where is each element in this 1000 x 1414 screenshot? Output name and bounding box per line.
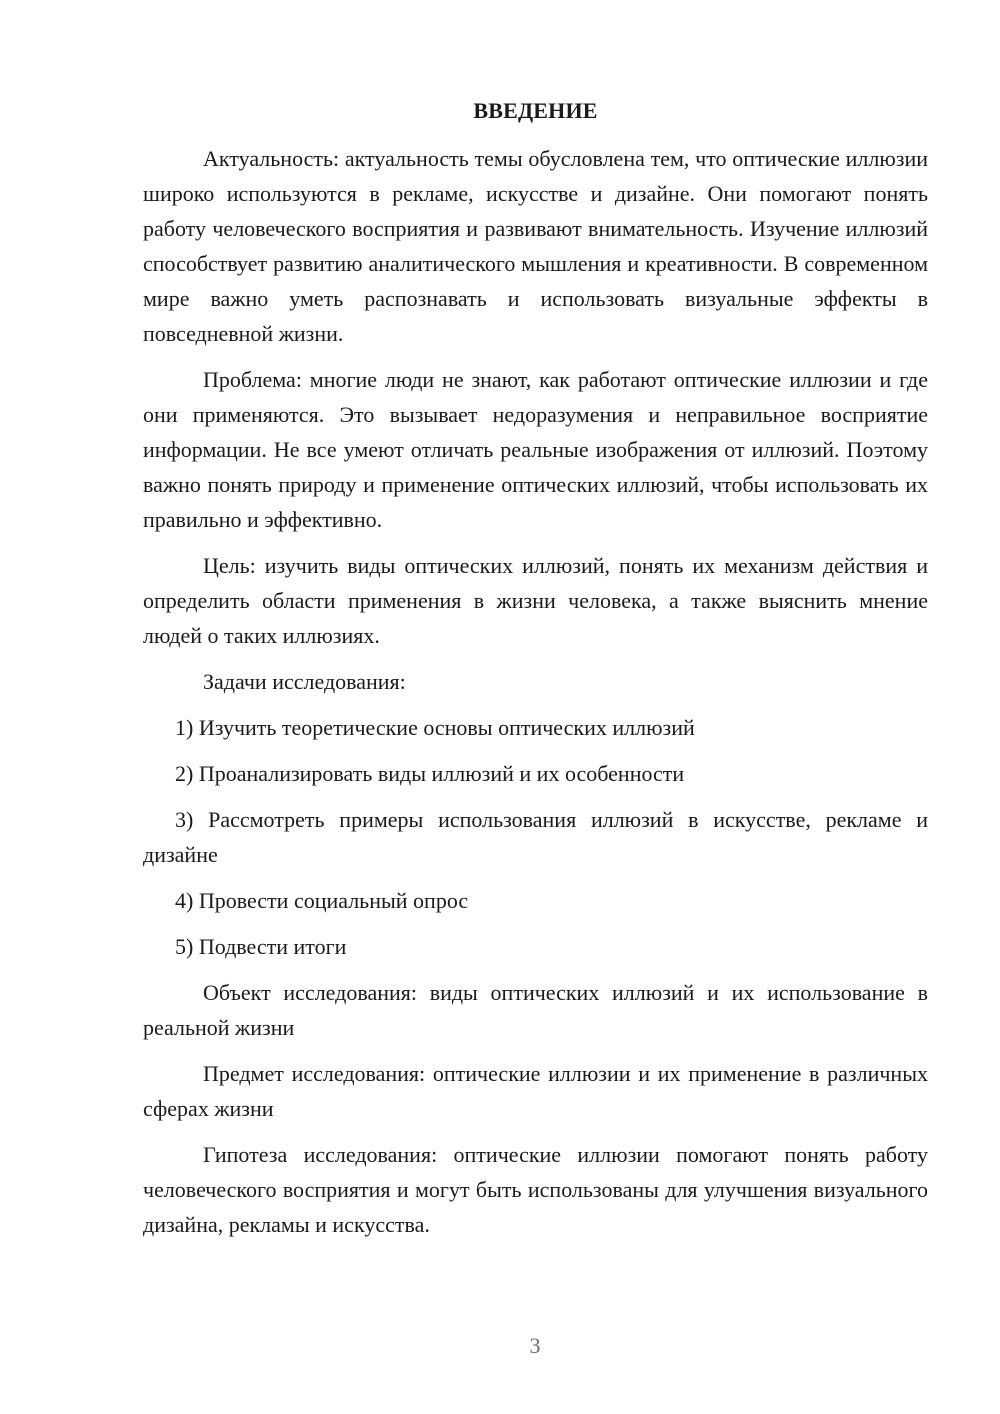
tasks-heading: Задачи исследования:: [203, 669, 406, 694]
task-item-2: 2) Проанализировать виды иллюзий и их особенности: [175, 761, 685, 786]
task-item-3: 3) Рассмотреть примеры использования иллюзий в искусстве, рекламе и дизайне: [143, 807, 928, 867]
object-paragraph: Объект исследования: виды оптических иллюзий и их использование в реальной жизни: [143, 980, 928, 1040]
goal-paragraph: Цель: изучить виды оптических иллюзий, понять их механизм действия и определить области применения в жизни человека, а также выяснить мнение людей о таких иллюзиях.: [143, 553, 928, 648]
task-item-4: 4) Провести социальный опрос: [175, 888, 469, 913]
task-item-1: 1) Изучить теоретические основы оптических иллюзий: [175, 715, 695, 740]
relevance-paragraph: Актуальность: актуальность темы обусловлена тем, что оптические иллюзии широко используются в рекламе, искусстве и дизайне. Они помогают понять работу человеческого восприятия и развивают внимательность. Изучение иллюзий способствует развитию аналитического мышления и креативности. В современном мире важно уметь распознавать и использовать визуальные эффекты в повседневной жизни.: [143, 146, 928, 346]
task-item-5: 5) Подвести итоги: [175, 934, 347, 959]
subject-paragraph: Предмет исследования: оптические иллюзии и их применение в различных сферах жизни: [143, 1061, 928, 1121]
section-title: ВВЕДЕНИЕ: [473, 98, 598, 123]
page-number: 3: [529, 1333, 541, 1358]
document-page: [143, 94, 928, 1253]
problem-paragraph: Проблема: многие люди не знают, как работают оптические иллюзии и где они применяются. Это вызывает недоразумения и неправильное восприятие информации. Не все умеют отличать реальные изображения от иллюзий. Поэтому важно понять природу и применение оптических иллюзий, чтобы использовать их правильно и эффективно.: [143, 367, 928, 532]
hypothesis-paragraph: Гипотеза исследования: оптические иллюзии помогают понять работу человеческого восприятия и могут быть использованы для улучшения визуального дизайна, рекламы и искусства.: [143, 1142, 928, 1237]
